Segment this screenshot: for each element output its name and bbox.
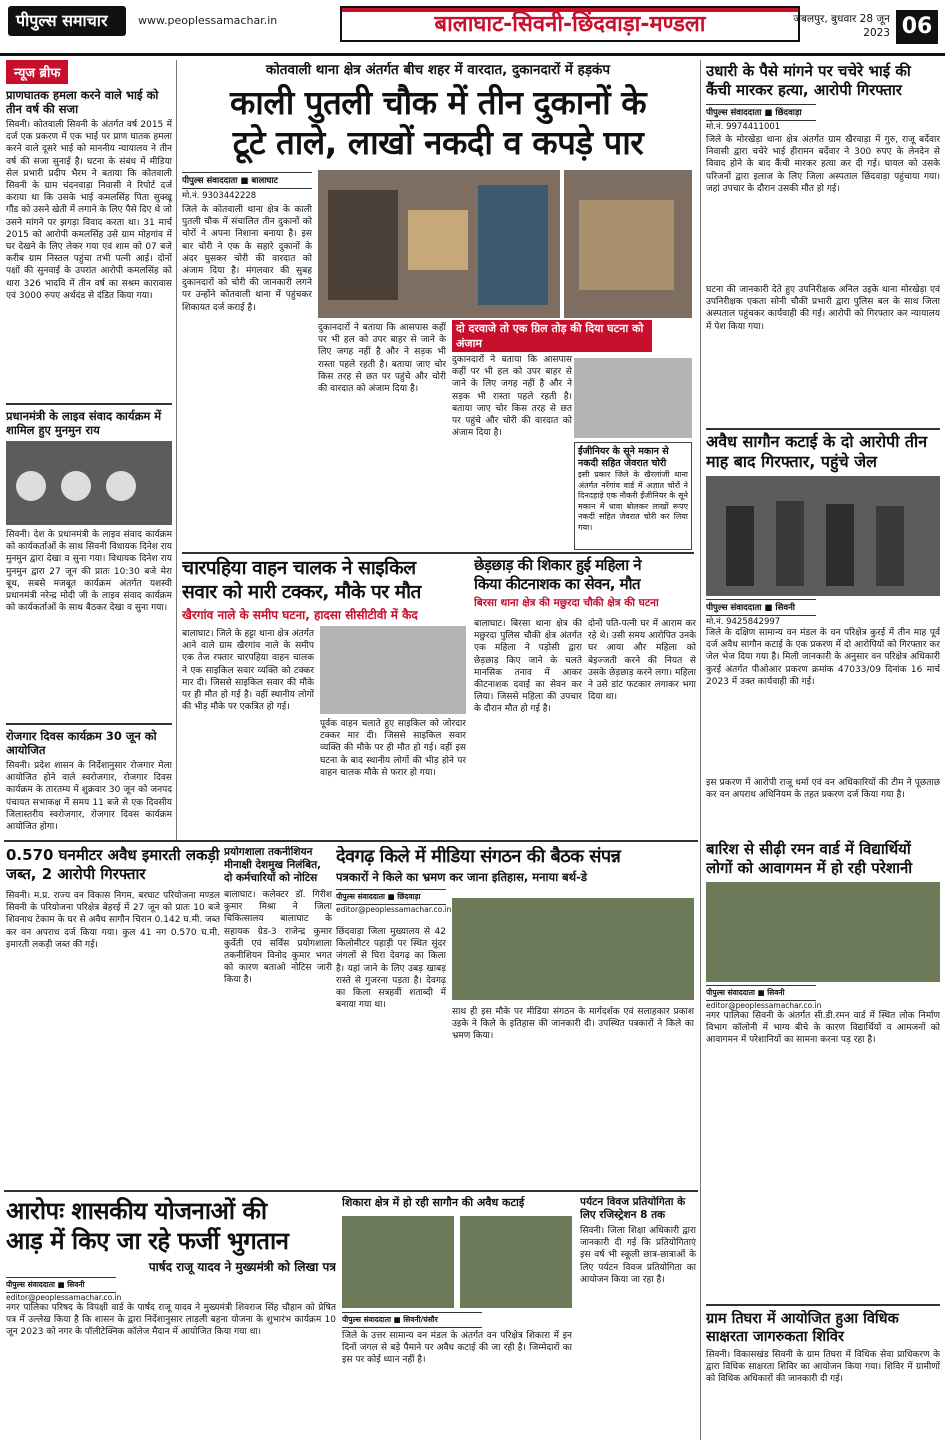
fort-headline[interactable]: देवगढ़ किले में मीडिया संगठन की बैठक संपन्न	[336, 846, 621, 867]
rain-body: नगर पालिका सिवनी के अंतर्गत सी.डी.रमन वार्ड में स्थित लोक निर्माण विभाग कॉलोनी में भाग्य बीचे के कारण विद्यार्थियों व आमजनों को आवागमन में परेशानियों का सामना करना पड़ रहा है।	[706, 1011, 940, 1046]
divider	[6, 723, 172, 725]
murder-headline[interactable]: उधारी के पैसे मांगने पर चचेरे भाई की कैंची मारकर हत्या, आरोपी गिरफ्तार	[706, 62, 911, 99]
payment-byline: पीपुल्स संवाददाता ■ सिवनी	[6, 1277, 116, 1293]
harassment-headline[interactable]: किया कीटनाशक का सेवन, मौत	[474, 575, 641, 593]
divider	[6, 403, 172, 405]
legal-camp-story	[706, 1310, 940, 1440]
payment-allegation-story	[6, 1196, 336, 1440]
payment-email[interactable]: editor@peoplessamachar.co.in	[6, 1293, 122, 1302]
payment-headline[interactable]: आड़ में किए जा रहे फर्जी भुगतान	[6, 1227, 289, 1255]
divider	[4, 1190, 698, 1192]
payment-headline[interactable]: आरोपः शासकीय योजनाओं की	[6, 1197, 267, 1225]
payment-subhead: पार्षद राजू यादव ने मुख्यमंत्री को लिखा पत्र	[148, 1260, 336, 1274]
tourism-headline[interactable]: पर्यटन विवज प्रतियोगिता के लिए रजिस्ट्रेशन 8 तक	[580, 1196, 686, 1221]
divider	[182, 552, 694, 554]
shop-photo	[318, 170, 560, 318]
accident-body: पूर्वक वाहन चलाते हुए साइकिल को जोरदार टक्कर मार दी। जिससे साइकिल सवार व्यक्ति की मौके पर ही मौत हो गई। वहीं इस घटना के बाद स्थानीय लोगों की भीड़ होने पर वाहन चालक मौके से फरार हो गया।	[320, 719, 466, 778]
illegal-cutting-headline[interactable]: शिकारा क्षेत्र में हो रही सागौन की अवैध कटाई	[342, 1196, 525, 1209]
lead-headline-line2[interactable]: टूटे ताले, लाखों नकदी व कपड़े पार	[232, 123, 644, 162]
harassment-subhead: बिरसा थाना क्षेत्र की मछुरदा चौकी क्षेत्र की घटना	[474, 597, 659, 609]
lead-body: जिले के कोतवाली थाना क्षेत्र के काली पुतली चौक में संचालित तीन दुकानों को चोरों ने अपना निशाना बनाया है। इस बार चोरी ने एक के सहारे दुकानों के अंदर घुसकर चोरी की वारदात को अंजाम दिया है। मंगलवार की सुबह दुकानदारों को चोरी की जानकारी लगने पर उन्होंने कोतवाली थाना में पहुंचकर शिकायत दर्ज कराई है।	[182, 205, 312, 313]
timber-story	[6, 846, 220, 1186]
waterlogging-photo	[706, 882, 940, 982]
tourism-body: सिवनी। जिला शिक्षा अधिकारी द्वारा जानकारी दी गई कि प्रतियोगिताएं इस वर्ष भी स्कूली छात्र-छात्राओं के लिए पर्यटन विवज प्रतियोगिता का आयोजन किया जा रहा है।	[580, 1226, 696, 1285]
news-brief-tag: न्यूज ब्रीफ	[6, 60, 68, 84]
lead-body-col3: दुकानदारों ने बताया कि आसपास कहीं पर भी हल को उपर बाहर से जाने के लिए जगह नहीं है और ने सड़क भी रास्ता पहले रहती है। बताया जाए चोर किस तरह से छत पर पहुंचे और चोरी की वारदात को अंजाम दिया है।	[452, 355, 572, 439]
forest-photo	[460, 1216, 572, 1308]
inset-story	[574, 442, 692, 550]
payment-body: नगर पालिका परिषद के विपक्षी वार्ड के पार्षद राजू यादव ने मुख्यमंत्री शिवराज सिंह चौहान को प्रेषित पत्र में उल्लेख किया है कि शासन के द्वारा निर्देशानुसार लाड़ली बहना योजना के शुभारंभ कार्यक्रम 10 जून 2023 को नगर के पॉलीटेक्निक कॉलेज मैदान में आयोजित किया गया था।	[6, 1303, 336, 1338]
page-number: 06	[896, 10, 938, 44]
accident-headline[interactable]: चारपहिया वाहन चालक ने साइकिल	[182, 557, 416, 579]
teak-headline[interactable]: अवैध सागौन कटाई के दो आरोपी तीन माह बाद गिरफ्तार, पहुंचे जेल	[706, 432, 928, 471]
timber-body: सिवनी। म.प्र. राज्य वन विकास निगम, बरघाट परियोजना मण्डल सिवनी के परियोजना परिक्षेत्र बेहरई में 27 जून को प्रातः 10 बजे शिवनाथ टेकाम के घर से अवैध सागौन चिरान 0.142 घ.मी. जब्त कर वन अपराध दर्ज किया गया। कुल 41 नग 0.570 घ.मी. इमारती लकड़ी जब्त की गई।	[6, 891, 220, 950]
fort-email[interactable]: editor@peoplessamachar.co.in	[336, 905, 452, 914]
accident-subhead: खैरगांव नाले के समीप घटना, हादसा सीसीटीवी में कैद	[182, 608, 418, 622]
rain-story	[706, 840, 940, 1190]
news-brief-column	[6, 60, 172, 840]
inset-headline[interactable]: ईंजीनियर के सूने मकान से नकदी सहित जेवरात चोरी	[578, 446, 669, 469]
brief-headline[interactable]: प्रधानमंत्री के लाइव संवाद कार्यक्रम में शामिल हुए मुनमुन राय	[6, 409, 162, 437]
lead-body-col2: दुकानदारों ने बताया कि आसपास कहीं पर भी हल को उपर बाहर से जाने के लिए जगह नहीं है और ने सड़क भी रास्ता पहले रहती है। बताया जाए चोर किस तरह से छत पर पहुंचे और चोरी की वारदात को अंजाम दिया है।	[318, 323, 446, 395]
accident-photo	[320, 626, 466, 714]
murder-body: जिले के मोरखेड़ा थाना क्षेत्र अंतर्गत ग्राम खैरवाड़ा में गुरु, राजू बर्देवार निवासी द्वारा चचेरे भाई हीरामन बर्देवार ने 300 रुपए के लेनदेन से विवाद होने के बाद कैंची मारकर हत्या कर दी गई। घायल को उसके परिजनों द्वारा इलाज के लिए जिला अस्पताल छिंदवाड़ा पहुंचाया गया। जहां उपचार के दौरान उसकी मौत हो गई।	[706, 135, 940, 194]
illegal-cutting-byline: पीपुल्स संवाददाता ■ सिवनी/घंसौर	[342, 1312, 482, 1328]
teak-byline: पीपुल्स संवाददाता ■ सिवनी	[706, 599, 816, 616]
murder-story	[706, 62, 940, 442]
lead-story	[182, 62, 694, 552]
suspension-body: बालाघाट। कलेक्टर डॉ. गिरीश कुमार मिश्रा ने जिला चिकित्सालय बालाघाट के सहायक ग्रेड-3 राजेन्द्र कुमार कुर्वेती एवं सर्विस प्रयोगशाला तकनीशियन विनोद कुमार भगत को कारण बताओ नोटिस जारी किया है।	[224, 890, 332, 986]
brief-body: सिवनी। कोतवाली सिवनी के अंतर्गत वर्ष 2015 में दर्ज एक प्रकरण में एक भाई पर प्राण घातक हमला करने वाले दूसरे भाई को माननीय न्यायालय ने तीन वर्ष की सजा सुनाई है। घटना के संबंध में मीडिया सेल प्रभारी प्रदीप भैरम ने बताया कि कोतवाली सिवनी के ग्राम चंदनवाड़ा निवासी ने रिपोर्ट दर्ज कराया था कि उसके भाई कमलसिंह पिता सुक्खू गौंड को उसने खेती में लगाने के लिए पैसे दिए थे जो उसने मांगने पर झगड़ा विवाद करता था। 31 मार्च 2015 को आरोपी कमलसिंह उसे ग्राम मोहगांव में घर देखने के लिए लेकर गया एवं शाम को 07 बजे करीब ग्राम निस्तल पहुंचा तभी पत्नी आई। दोनों पक्षों की सुनवाई के उपरांत आरोपी कमलसिंह को धारा 326 भादवि में तीन वर्ष का सश्रम कारावास एवं 3000 रुपए अर्थदंड से दंडित किया गया।	[6, 120, 172, 301]
tourism-quiz-story	[580, 1196, 696, 1440]
accident-headline[interactable]: सवार को मारी टक्कर, मौके पर मौत	[182, 581, 421, 603]
fort-subhead: पत्रकारों ने किले का भ्रमण कर जाना इतिहास, मनाया बर्थ-डे	[336, 870, 588, 884]
group-photo	[452, 898, 694, 1000]
suspension-headline[interactable]: दो कर्मचारियों को नोटिस	[224, 872, 318, 884]
teak-mobile: मो.नं. 9425842997	[706, 617, 781, 627]
harassment-body: दोनों पति-पत्नी घर में आराम कर रहे थे। उसी समय आरोपित उनके घर आया और महिला को बेइज्जती करने की नियत से उसके छेड़छाड़ करने लगा। महिला ने उसे डांट फटकार लगाकर भगा दिया था।	[588, 619, 696, 703]
fort-meeting-story	[336, 846, 696, 1186]
forest-photo	[342, 1216, 454, 1308]
harassment-headline[interactable]: छेड़छाड़ की शिकार हुई महिला ने	[474, 556, 642, 574]
murder-mobile: मो.नं. 9974411001	[706, 122, 781, 132]
brief-body: सिवनी। प्रदेश शासन के निर्देशानुसार रोजगार मेला आयोजित होने वाले स्वरोजगार, रोजगार दिवस कार्यक्रम के तारतम्य में शुक्रवार 30 जून को जनपद पंचायत सभाकक्ष में समय 11 बजे से एक दिवसीय जिलास्तरीय स्वरोजगार, रोजगार दिवस कार्यक्रम आयोजित होगा।	[6, 761, 172, 833]
fort-body: साथ ही इस मौके पर मीडिया संगठन के मार्गदर्शक एवं सलाहकार प्रकाश उइके ने किले के इतिहास की जानकारी दी। उपस्थित पत्रकारों ने किले का भ्रमण किया।	[452, 1007, 694, 1042]
murder-body: घटना की जानकारी देते हुए उपनिरीक्षक अनिल उइके थाना मोरखेड़ा एवं उपनिरीक्षक एकता सोनी चौकी प्रभारी द्वारा पुलिस बल के साथ जिला अस्पताल पहुंचकर कार्यवाही की गई। आरोपी को गिरफ्तार कर न्यायालय में पेश किया गया।	[706, 285, 940, 332]
dateline: जबलपुर, बुधवार 28 जून 2023	[793, 13, 890, 39]
lead-headline-line1[interactable]: काली पुतली चौक में तीन दुकानों के	[229, 83, 647, 122]
house-photo	[574, 358, 692, 438]
rain-byline: पीपुल्स संवाददाता ■ सिवनी	[706, 985, 816, 1001]
photo-caption: दो दरवाजे तो एक ग्रिल तोड़ की दिया घटना को अंजाम	[452, 320, 652, 352]
harassment-body: बालाघाट। बिरसा थाना क्षेत्र की मछुरदा पुलिस चौकी क्षेत्र अंतर्गत एक महिला ने पड़ोसी द्वारा छेड़छाड़ किए जाने के चलते मानसिक तनाव में आकर कीटनाशक दवाई का सेवन कर लिया। जिससे महिला की उपचार के दौरान मौत हो गई है।	[474, 619, 582, 715]
suspension-headline[interactable]: प्रयोगशाला तकनीशियन	[224, 846, 313, 858]
lead-mobile: मो.नं. 9303442228	[182, 191, 257, 201]
lead-byline: पीपुल्स संवाददाता ■ बालाघाट	[182, 172, 312, 189]
brief-headline[interactable]: रोजगार दिवस कार्यक्रम 30 जून को आयोजित	[6, 729, 157, 757]
legal-camp-headline[interactable]: ग्राम तिघरा में आयोजित हुआ विधिक साक्षरता जागरुकता शिविर	[706, 1311, 899, 1345]
masthead	[0, 0, 945, 56]
region-title: बालाघाट-सिवनी-छिंदवाड़ा-मण्डला	[340, 6, 800, 42]
teak-body: जिले के दक्षिण सामान्य वन मंडल के वन परिक्षेत्र कुरई में तीन माह पूर्व दर्ज अवैध सागौन कटाई के एक प्रकरण में दो आरोपियों को गिरफ्तार कर जेल भेज दिया गया है। मिली जानकारी के अनुसार वन परिक्षेत्र अधिकारी कुरई अंतर्गत पीओआर प्रकरण क्रमांक 47033/09 दिनांक 16 मार्च 2023 में उक्त कार्यवाही की गई।	[706, 628, 940, 687]
live-session-photo	[6, 441, 172, 525]
lead-kicker: कोतवाली थाना क्षेत्र अंतर्गत बीच शहर में वारदात, दुकानदारों में हड़कंप	[265, 62, 611, 78]
column-divider	[700, 60, 701, 1440]
brief-body: सिवनी। देश के प्रधानमंत्री के लाइव संवाद कार्यक्रम को कार्यकर्ताओं के साथ सिवनी विधायक दिनेश राय मुनमुन द्वारा देखा व सुना गया। विधायक दिनेश राय मुनमुन द्वारा 27 जून की प्रातः 10:30 बजे मेरा बूथ, सबसे मजबूत कार्यक्रम अंतर्गत यशस्वी प्रधानमंत्री नरेन्द्र मोदी जी के लाइव संवाद कार्यक्रम को कार्यकर्ताओं के साथ बैठकर देखा व सुना गया।	[6, 530, 172, 614]
shop-interior-photo	[564, 170, 692, 318]
divider	[706, 1304, 940, 1306]
illegal-cutting-body: जिले के उत्तर सामान्य वन मंडल के अंतर्गत वन परिक्षेत्र शिकारा में इन दिनों जंगल से बड़े पैमाने पर अवैध कटाई की जा रही है। जिम्मेदारों का इस पर कोई ध्यान नहीं है।	[342, 1331, 572, 1366]
rain-email[interactable]: editor@peoplessamachar.co.in	[706, 1001, 822, 1010]
divider	[4, 840, 698, 842]
illegal-cutting-story	[342, 1196, 574, 1440]
website-url[interactable]: www.peoplessamachar.in	[138, 14, 278, 27]
column-divider	[176, 60, 177, 840]
rain-headline[interactable]: बारिश से सीढ़ी रमन वार्ड में विद्यार्थियों लोगों को आवागमन में हो रही परेशानी	[706, 840, 913, 877]
timber-headline[interactable]: 0.570 घनमीटर अवैध इमारती लकड़ी जब्त, 2 आरोपी गिरफ्तार	[6, 846, 220, 883]
fort-body: छिंदवाड़ा जिला मुख्यालय से 42 किलोमीटर पहाड़ी पर स्थित सुंदर जंगलों से घिरा देवगढ़ का किला है। यहां जाने के लिए उबड़ खाबड़ रास्ते से गुजरना पड़ता है। देवगढ़ का किला सत्रहवीं शताब्दी में बनाया गया था।	[336, 927, 446, 1011]
brief-headline[interactable]: प्राणघातक हमला करने वाले भाई को तीन वर्ष की सजा	[6, 88, 159, 116]
teak-arrest-story	[706, 432, 940, 834]
arrest-photo	[706, 476, 940, 596]
harassment-story	[474, 556, 696, 842]
inset-body: इसी प्रकार जिले के खैरलांजी थाना अंतर्गत नरेंगांव वार्ड में अज्ञात चोरों ने दिनदहाड़े एक नौकरी ईंजीनियर के सूने मकान में धावा बोलकर लाखों रूपए नकदी सहित जेवरात चोरी कर लिया गया।	[578, 470, 688, 532]
fort-byline: पीपुल्स संवाददाता ■ छिंदवाड़ा	[336, 889, 446, 905]
legal-camp-body: सिवनी। विकासखंड सिवनी के ग्राम तिघरा में विधिक सेवा प्राधिकरण के द्वारा विधिक साक्षरता शिविर का आयोजन किया गया। शिविर में ग्रामीणों को विधिक अधिकारों की जानकारी दी गई।	[706, 1350, 940, 1385]
suspension-story	[224, 846, 332, 1186]
divider	[706, 428, 940, 430]
newspaper-logo[interactable]: पीपुल्स समाचार	[8, 6, 126, 36]
accident-story	[182, 556, 468, 842]
accident-body: बालाघाट। जिले के हट्टा थाना क्षेत्र अंतर्गत आने वाले ग्राम खैरगांव नाले के समीप एक तेज रफ्तार चारपहिया वाहन चालक ने एक साइकिल सवार व्यक्ति को टक्कर मार दी। जिससे साइकिल सवार की मौके पर ही मौत हो गई है। वहीं स्थानीय लोगों की भीड़ मौके पर एकत्रित हो गई।	[182, 629, 314, 713]
murder-byline: पीपुल्स संवाददाता ■ छिंदवाड़ा	[706, 104, 816, 121]
suspension-headline[interactable]: मीनाक्षी देशमुख निलंबित,	[224, 859, 322, 871]
teak-body: इस प्रकरण में आरोपी राजू धर्मा एवं वन अधिकारियों की टीम ने पूछताछ कर वन अपराध अधिनियम के तहत प्रकरण दर्ज किया गया है।	[706, 778, 940, 801]
